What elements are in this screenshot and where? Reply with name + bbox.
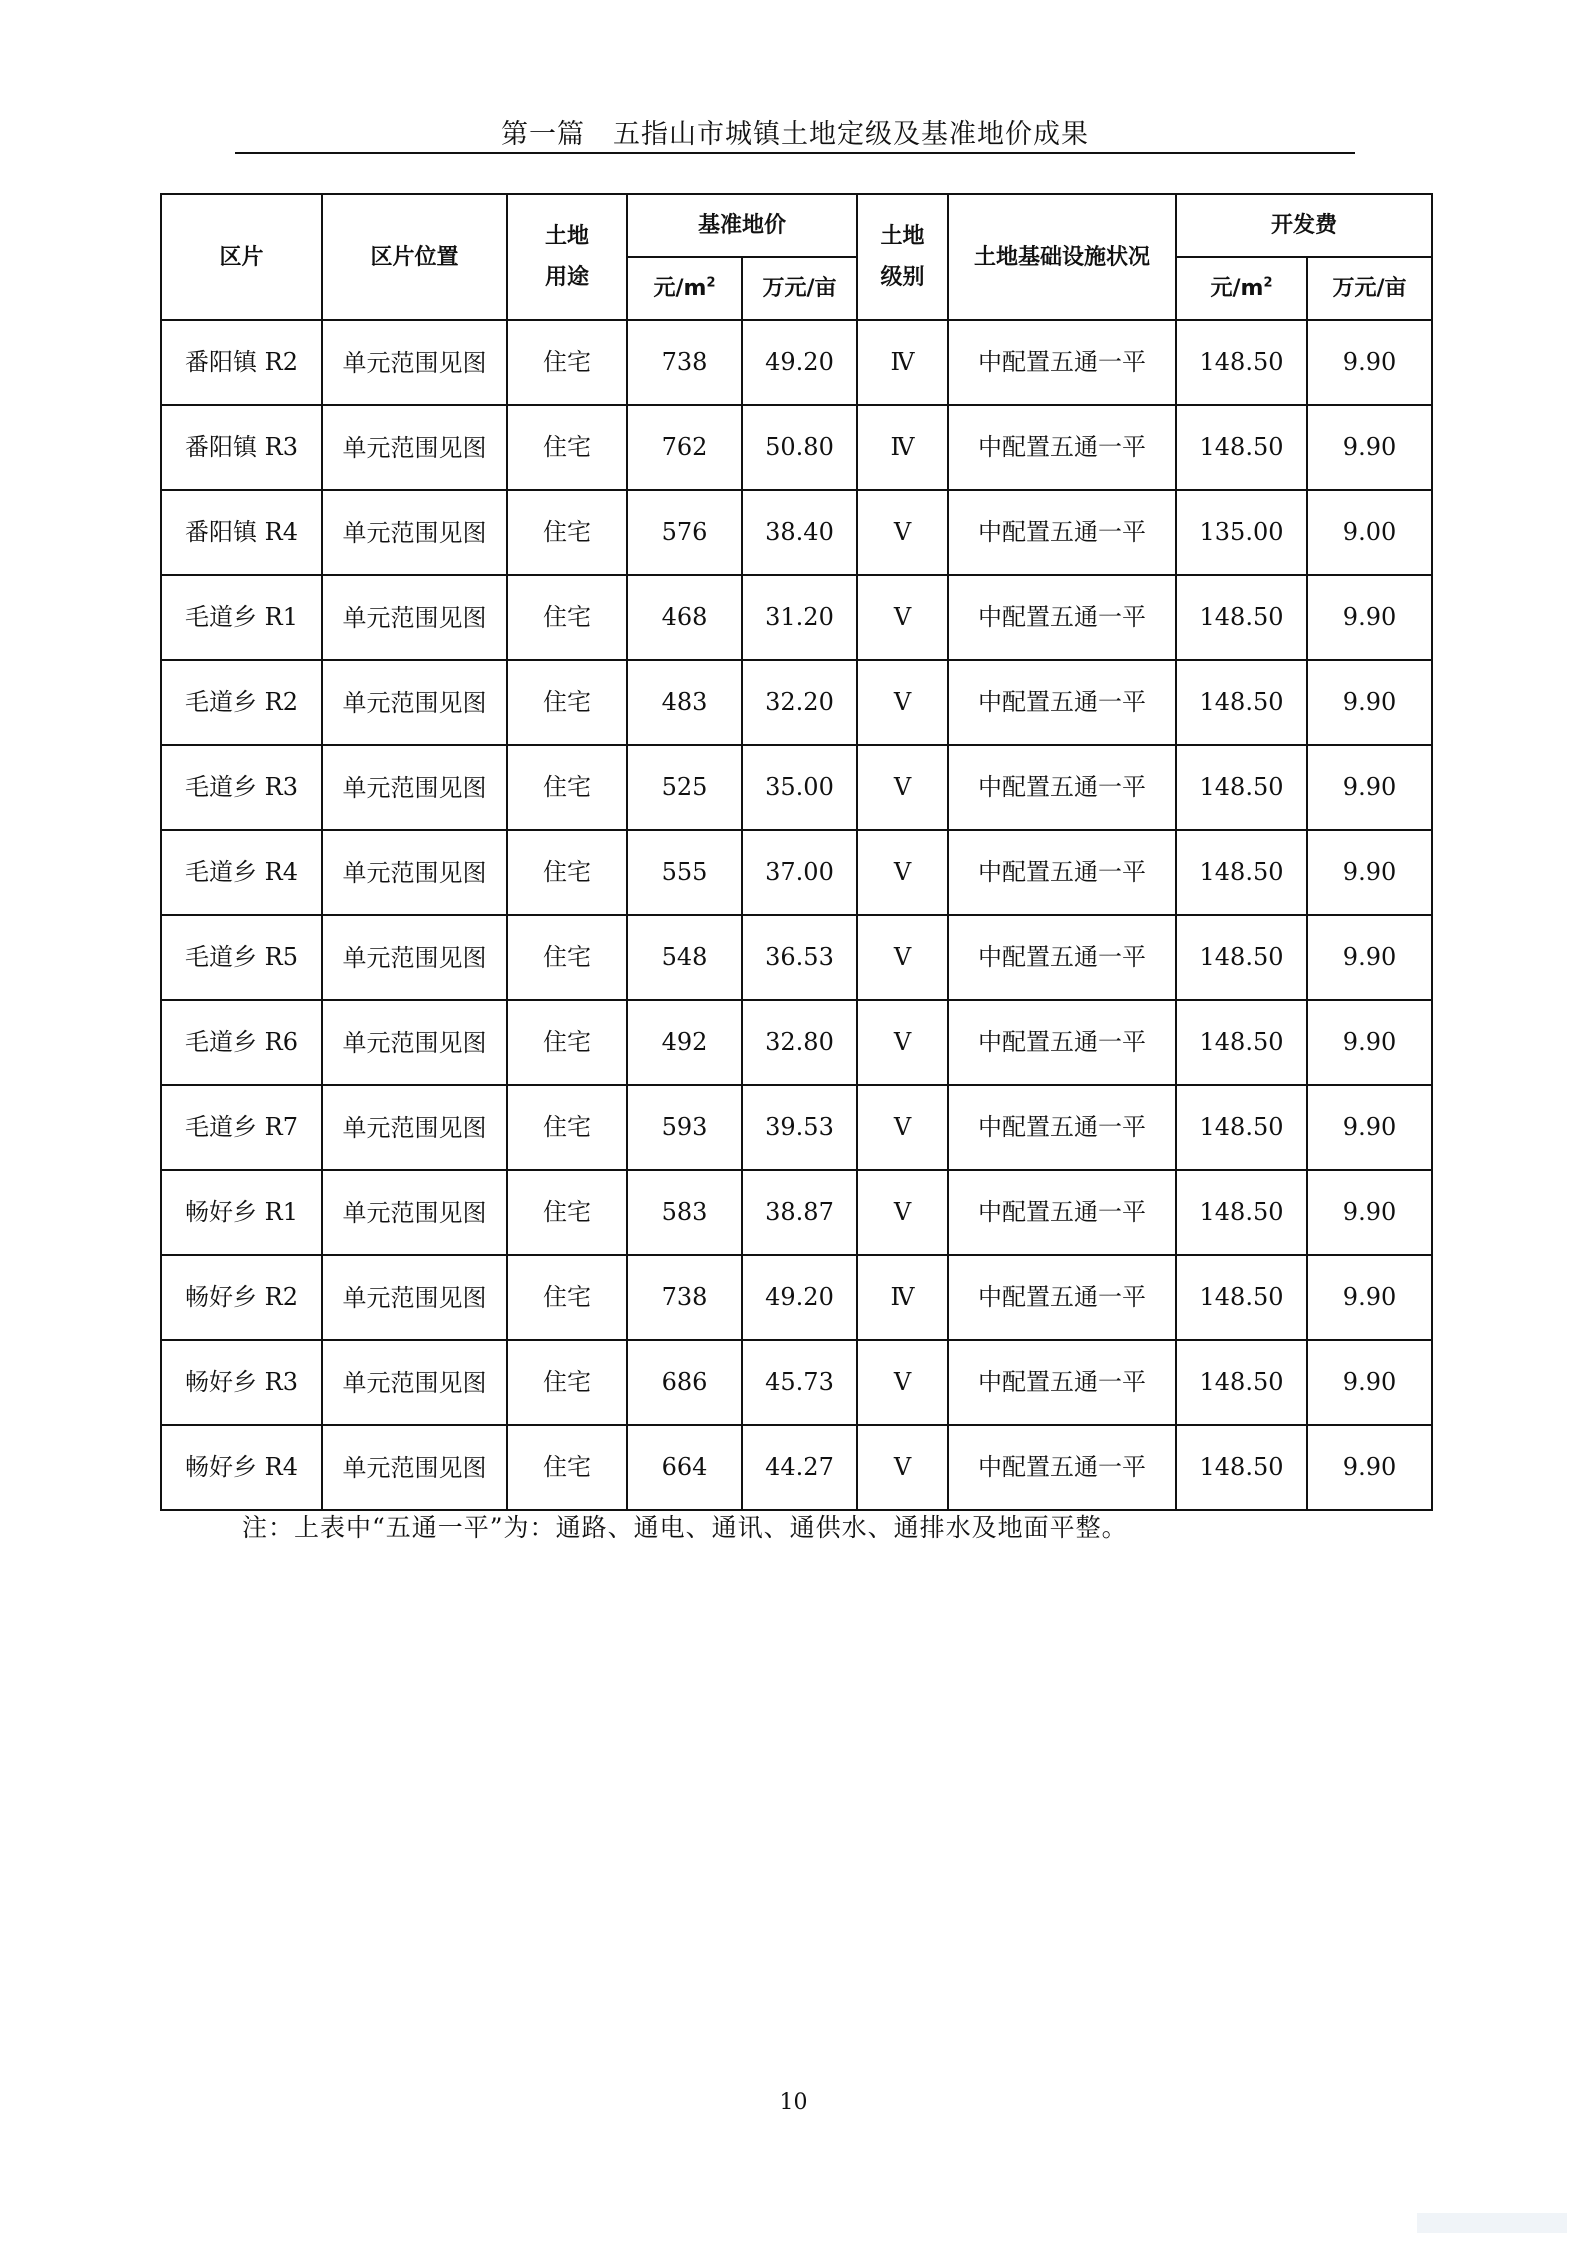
cell-dev-mu: 9.90 <box>1307 1170 1432 1255</box>
cell-dev-mu: 9.90 <box>1307 1255 1432 1340</box>
table-row <box>161 1170 1432 1255</box>
cell-grade: Ⅴ <box>857 490 948 575</box>
cell-price-m2: 762 <box>627 405 742 490</box>
cell-dev-mu: 9.90 <box>1307 745 1432 830</box>
table-row <box>161 1000 1432 1085</box>
cell-grade: Ⅴ <box>857 915 948 1000</box>
cell-dev-m2: 148.50 <box>1176 575 1307 660</box>
col-header-dev-per-mu: 万元/亩 <box>1307 257 1432 320</box>
cell-price-mu: 39.53 <box>742 1085 857 1170</box>
cell-zone: 畅好乡 R3 <box>161 1340 322 1425</box>
cell-grade: Ⅴ <box>857 830 948 915</box>
cell-use: 住宅 <box>507 1085 627 1170</box>
cell-price-m2: 738 <box>627 1255 742 1340</box>
cell-location: 单元范围见图 <box>322 745 507 830</box>
cell-infrastructure: 中配置五通一平 <box>948 830 1176 915</box>
cell-grade: Ⅴ <box>857 660 948 745</box>
cell-zone: 毛道乡 R2 <box>161 660 322 745</box>
cell-use: 住宅 <box>507 830 627 915</box>
price-unit-m2: 元/m <box>653 276 707 301</box>
cell-dev-m2: 135.00 <box>1176 490 1307 575</box>
cell-infrastructure: 中配置五通一平 <box>948 660 1176 745</box>
col-header-dev-cost: 开发费 <box>1176 194 1432 257</box>
dev-unit-m2: 元/m <box>1210 276 1264 301</box>
cell-price-mu: 35.00 <box>742 745 857 830</box>
cell-dev-m2: 148.50 <box>1176 745 1307 830</box>
cell-use: 住宅 <box>507 660 627 745</box>
cell-dev-m2: 148.50 <box>1176 1425 1307 1510</box>
cell-use: 住宅 <box>507 745 627 830</box>
cell-zone: 毛道乡 R3 <box>161 745 322 830</box>
cell-location: 单元范围见图 <box>322 575 507 660</box>
cell-location: 单元范围见图 <box>322 320 507 405</box>
table-row <box>161 830 1432 915</box>
cell-price-m2: 548 <box>627 915 742 1000</box>
cell-price-mu: 45.73 <box>742 1340 857 1425</box>
col-header-infrastructure: 土地基础设施状况 <box>948 194 1176 320</box>
cell-price-m2: 583 <box>627 1170 742 1255</box>
cell-zone: 畅好乡 R4 <box>161 1425 322 1510</box>
col-header-location: 区片位置 <box>322 194 507 320</box>
cell-location: 单元范围见图 <box>322 1340 507 1425</box>
cell-infrastructure: 中配置五通一平 <box>948 1000 1176 1085</box>
cell-price-mu: 36.53 <box>742 915 857 1000</box>
cell-dev-m2: 148.50 <box>1176 1085 1307 1170</box>
cell-grade: Ⅴ <box>857 1000 948 1085</box>
cell-use: 住宅 <box>507 1340 627 1425</box>
col-header-use-line1: 土地 <box>544 224 589 249</box>
cell-zone: 畅好乡 R2 <box>161 1255 322 1340</box>
cell-dev-mu: 9.00 <box>1307 490 1432 575</box>
table-row <box>161 1425 1432 1510</box>
cell-price-mu: 38.87 <box>742 1170 857 1255</box>
cell-dev-mu: 9.90 <box>1307 1425 1432 1510</box>
cell-use: 住宅 <box>507 915 627 1000</box>
cell-price-mu: 31.20 <box>742 575 857 660</box>
cell-dev-mu: 9.90 <box>1307 575 1432 660</box>
cell-dev-m2: 148.50 <box>1176 660 1307 745</box>
table-row <box>161 320 1432 405</box>
cell-dev-m2: 148.50 <box>1176 830 1307 915</box>
cell-price-m2: 555 <box>627 830 742 915</box>
cell-location: 单元范围见图 <box>322 1255 507 1340</box>
cell-dev-mu: 9.90 <box>1307 1000 1432 1085</box>
col-header-grade <box>857 194 948 320</box>
header-rule <box>235 152 1355 154</box>
cell-dev-m2: 148.50 <box>1176 405 1307 490</box>
cell-location: 单元范围见图 <box>322 1000 507 1085</box>
cell-use: 住宅 <box>507 320 627 405</box>
cell-use: 住宅 <box>507 405 627 490</box>
cell-zone: 毛道乡 R6 <box>161 1000 322 1085</box>
cell-price-mu: 44.27 <box>742 1425 857 1510</box>
cell-dev-m2: 148.50 <box>1176 1255 1307 1340</box>
cell-dev-mu: 9.90 <box>1307 320 1432 405</box>
col-header-price-per-m2 <box>627 257 742 320</box>
cell-location: 单元范围见图 <box>322 830 507 915</box>
cell-price-mu: 32.20 <box>742 660 857 745</box>
cell-infrastructure: 中配置五通一平 <box>948 1170 1176 1255</box>
cell-use: 住宅 <box>507 1255 627 1340</box>
cell-infrastructure: 中配置五通一平 <box>948 1255 1176 1340</box>
cell-price-m2: 738 <box>627 320 742 405</box>
cell-grade: Ⅴ <box>857 1085 948 1170</box>
cell-price-m2: 525 <box>627 745 742 830</box>
cell-price-m2: 576 <box>627 490 742 575</box>
col-header-use <box>507 194 627 320</box>
table-row <box>161 660 1432 745</box>
table-header-row <box>161 194 1432 257</box>
cell-price-m2: 468 <box>627 575 742 660</box>
cell-price-m2: 686 <box>627 1340 742 1425</box>
cell-price-m2: 593 <box>627 1085 742 1170</box>
cell-location: 单元范围见图 <box>322 1425 507 1510</box>
cell-dev-m2: 148.50 <box>1176 320 1307 405</box>
table-row <box>161 490 1432 575</box>
table-note: 注：上表中“五通一平”为：通路、通电、通讯、通供水、通排水及地面平整。 <box>242 1513 1128 1542</box>
cell-infrastructure: 中配置五通一平 <box>948 405 1176 490</box>
cell-use: 住宅 <box>507 1425 627 1510</box>
price-unit-m2-sup: 2 <box>706 275 716 291</box>
table-row <box>161 1085 1432 1170</box>
cell-grade: Ⅳ <box>857 405 948 490</box>
cell-dev-m2: 148.50 <box>1176 1000 1307 1085</box>
cell-location: 单元范围见图 <box>322 915 507 1000</box>
cell-dev-m2: 148.50 <box>1176 915 1307 1000</box>
col-header-price-per-mu: 万元/亩 <box>742 257 857 320</box>
col-header-grade-line2: 级别 <box>880 265 925 290</box>
cell-zone: 番阳镇 R3 <box>161 405 322 490</box>
col-header-zone: 区片 <box>161 194 322 320</box>
cell-zone: 畅好乡 R1 <box>161 1170 322 1255</box>
cell-dev-m2: 148.50 <box>1176 1340 1307 1425</box>
table-row <box>161 1255 1432 1340</box>
cell-infrastructure: 中配置五通一平 <box>948 490 1176 575</box>
table-body <box>161 320 1432 1510</box>
cell-use: 住宅 <box>507 1000 627 1085</box>
cell-use: 住宅 <box>507 575 627 660</box>
cell-zone: 毛道乡 R1 <box>161 575 322 660</box>
cell-dev-mu: 9.90 <box>1307 660 1432 745</box>
table-row <box>161 575 1432 660</box>
cell-grade: Ⅴ <box>857 1340 948 1425</box>
cell-price-m2: 483 <box>627 660 742 745</box>
cell-price-mu: 49.20 <box>742 320 857 405</box>
cell-use: 住宅 <box>507 490 627 575</box>
cell-dev-mu: 9.90 <box>1307 1340 1432 1425</box>
cell-zone: 毛道乡 R5 <box>161 915 322 1000</box>
cell-grade: Ⅴ <box>857 575 948 660</box>
cell-price-mu: 37.00 <box>742 830 857 915</box>
cell-dev-mu: 9.90 <box>1307 1085 1432 1170</box>
cell-price-mu: 50.80 <box>742 405 857 490</box>
cell-dev-mu: 9.90 <box>1307 915 1432 1000</box>
cell-infrastructure: 中配置五通一平 <box>948 320 1176 405</box>
cell-infrastructure: 中配置五通一平 <box>948 1425 1176 1510</box>
cell-location: 单元范围见图 <box>322 490 507 575</box>
cell-infrastructure: 中配置五通一平 <box>948 745 1176 830</box>
cell-infrastructure: 中配置五通一平 <box>948 1340 1176 1425</box>
cell-zone: 毛道乡 R7 <box>161 1085 322 1170</box>
cell-location: 单元范围见图 <box>322 660 507 745</box>
cell-dev-m2: 148.50 <box>1176 1170 1307 1255</box>
col-header-grade-line1: 土地 <box>880 224 925 249</box>
dev-unit-m2-sup: 2 <box>1263 275 1273 291</box>
cell-zone: 番阳镇 R2 <box>161 320 322 405</box>
cell-infrastructure: 中配置五通一平 <box>948 1085 1176 1170</box>
cell-zone: 毛道乡 R4 <box>161 830 322 915</box>
cell-grade: Ⅴ <box>857 745 948 830</box>
cell-location: 单元范围见图 <box>322 1170 507 1255</box>
cell-location: 单元范围见图 <box>322 1085 507 1170</box>
cell-dev-mu: 9.90 <box>1307 830 1432 915</box>
running-header-title: 第一篇 五指山市城镇土地定级及基准地价成果 <box>501 119 1089 150</box>
cell-grade: Ⅴ <box>857 1170 948 1255</box>
table-row <box>161 745 1432 830</box>
cell-grade: Ⅳ <box>857 1255 948 1340</box>
cell-grade: Ⅴ <box>857 1425 948 1510</box>
cell-grade: Ⅳ <box>857 320 948 405</box>
col-header-dev-per-m2 <box>1176 257 1307 320</box>
col-header-base-price: 基准地价 <box>627 194 857 257</box>
cell-price-m2: 664 <box>627 1425 742 1510</box>
col-header-use-line2: 用途 <box>544 265 589 290</box>
cell-dev-mu: 9.90 <box>1307 405 1432 490</box>
cell-use: 住宅 <box>507 1170 627 1255</box>
cell-infrastructure: 中配置五通一平 <box>948 915 1176 1000</box>
land-price-table <box>160 193 1433 1511</box>
table-row <box>161 1340 1432 1425</box>
cell-price-mu: 49.20 <box>742 1255 857 1340</box>
cell-zone: 番阳镇 R4 <box>161 490 322 575</box>
page-number: 10 <box>779 2090 808 2115</box>
watermark <box>1417 2213 1567 2233</box>
cell-price-mu: 32.80 <box>742 1000 857 1085</box>
cell-location: 单元范围见图 <box>322 405 507 490</box>
cell-price-m2: 492 <box>627 1000 742 1085</box>
cell-infrastructure: 中配置五通一平 <box>948 575 1176 660</box>
table-row <box>161 915 1432 1000</box>
cell-price-mu: 38.40 <box>742 490 857 575</box>
table-row <box>161 405 1432 490</box>
